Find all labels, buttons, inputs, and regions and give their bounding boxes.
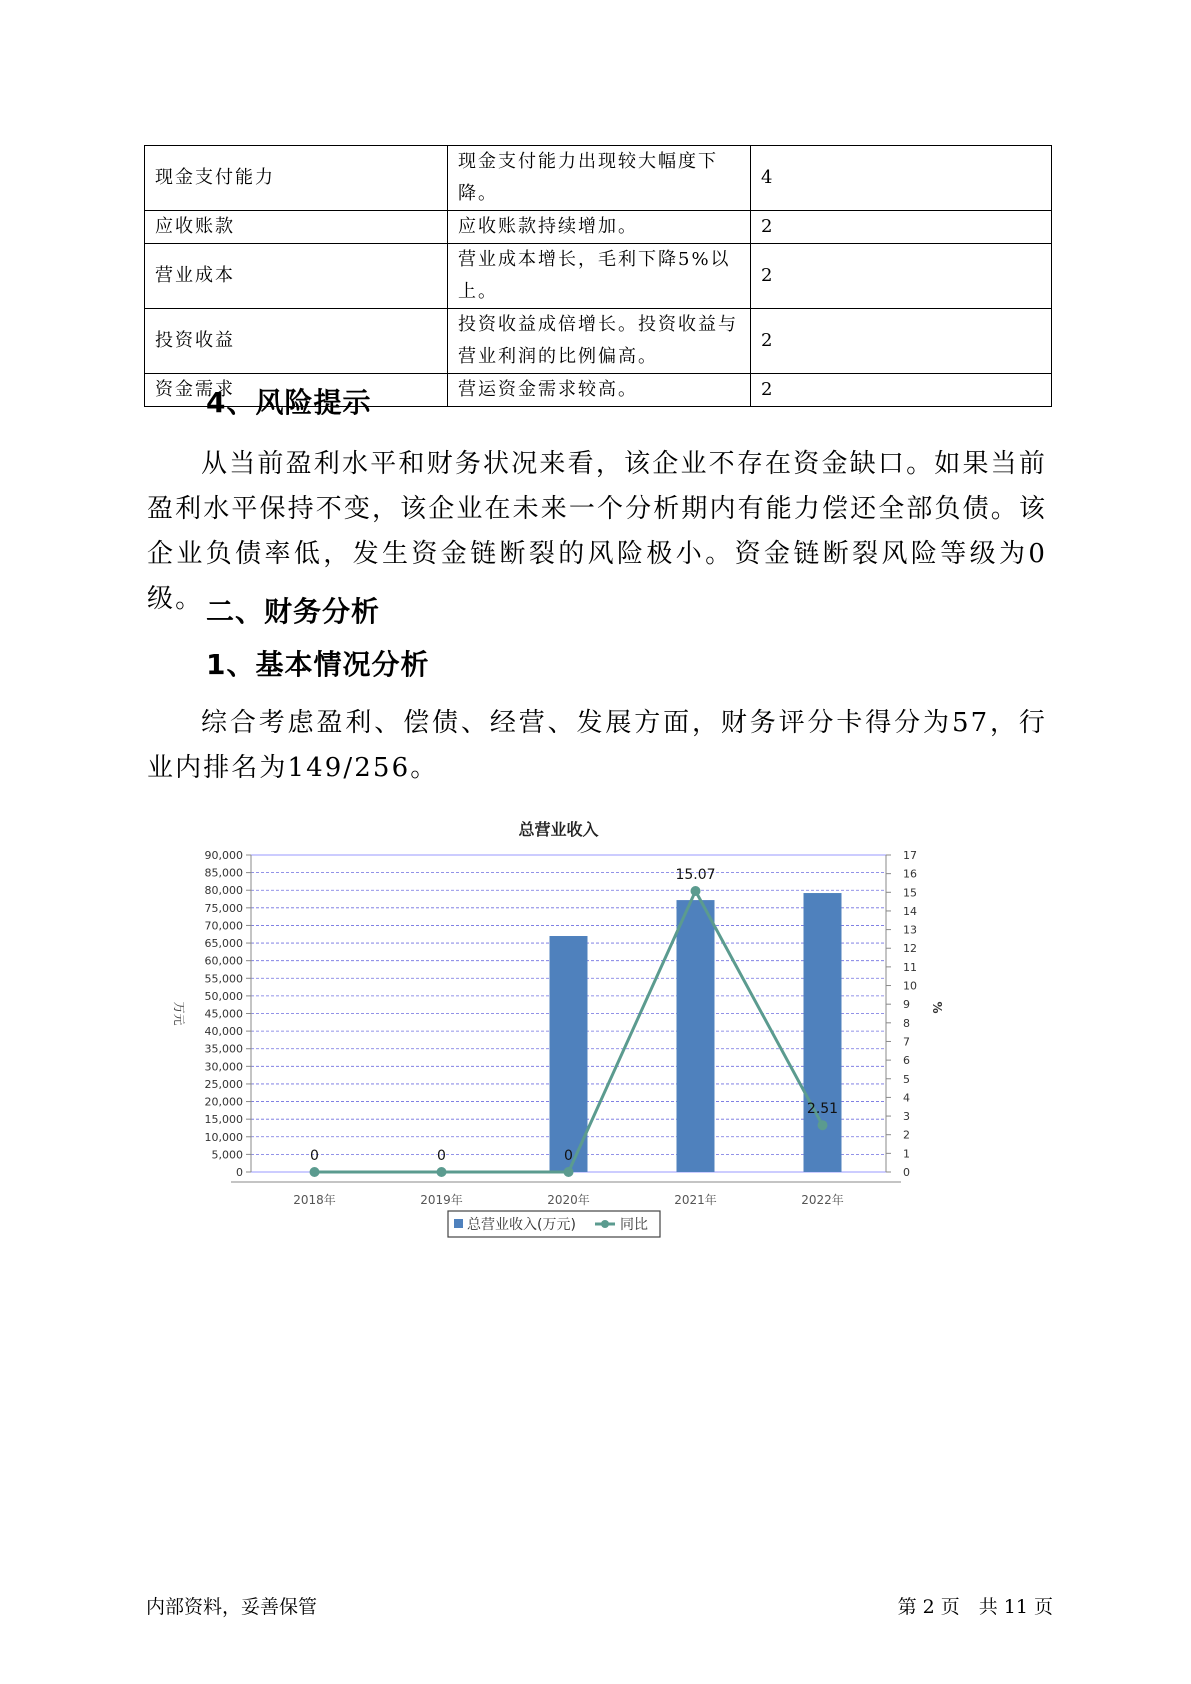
- data-label: 2.51: [806, 1101, 839, 1118]
- table-cell-score: 2: [751, 374, 1052, 407]
- yoy-point: [691, 886, 701, 896]
- table-cell-desc: 投资收益成倍增长。投资收益与营业利润的比例偏高。: [448, 309, 751, 374]
- y-tick-label: 80,000: [204, 884, 243, 898]
- y2-tick-label: 1: [903, 1147, 910, 1161]
- y2-tick-label: 16: [903, 867, 917, 881]
- y-tick-label: 5,000: [211, 1148, 243, 1162]
- y-tick-label: 15,000: [204, 1113, 243, 1127]
- table-row: [145, 211, 1052, 244]
- table-cell-item: 营业成本: [145, 244, 448, 309]
- y-tick-label: 65,000: [204, 937, 243, 951]
- y2-tick-label: 9: [903, 998, 910, 1012]
- footer-confidential: 内部资料，妥善保管: [146, 1596, 318, 1618]
- yoy-point: [310, 1167, 320, 1177]
- table-cell-item: 应收账款: [145, 211, 448, 244]
- table-cell-desc: 营业成本增长，毛利下降5%以上。: [448, 244, 751, 309]
- y-tick-label: 35,000: [204, 1042, 243, 1056]
- x-tick-label: 2018年: [293, 1193, 336, 1207]
- y-tick-label: 10,000: [204, 1130, 243, 1144]
- table-cell-score: 2: [751, 309, 1052, 374]
- y2-tick-label: 15: [903, 886, 917, 900]
- x-tick-label: 2019年: [420, 1193, 463, 1207]
- table-row: [145, 244, 1052, 309]
- risk-table: [144, 145, 1052, 407]
- table-row: [145, 146, 1052, 211]
- y-tick-label: 45,000: [204, 1007, 243, 1021]
- y-axis-label: 万元: [172, 1001, 186, 1026]
- data-label: 0: [310, 1148, 319, 1164]
- data-label: 0: [437, 1148, 446, 1164]
- legend-label-yoy: 同比: [620, 1217, 648, 1233]
- y-tick-label: 30,000: [204, 1060, 243, 1074]
- y-tick-label: 85,000: [204, 866, 243, 880]
- y2-tick-label: 0: [903, 1166, 910, 1179]
- table-cell-score: 4: [751, 146, 1052, 211]
- bar: [550, 936, 588, 1172]
- table-cell-score: 2: [751, 244, 1052, 309]
- x-tick-label: 2021年: [674, 1193, 717, 1207]
- risk-heading: 4、风险提示: [206, 386, 372, 419]
- revenue-chart: [150, 815, 1030, 1275]
- table-cell-item: 资金需求: [145, 374, 448, 407]
- y-tick-label: 0: [236, 1166, 243, 1179]
- yoy-point: [437, 1167, 447, 1177]
- y2-tick-label: 12: [903, 942, 917, 956]
- y-tick-label: 60,000: [204, 954, 243, 968]
- x-tick-label: 2022年: [801, 1193, 844, 1207]
- legend-bar-swatch: [454, 1219, 463, 1228]
- table-cell-desc: 应收账款持续增加。: [448, 211, 751, 244]
- y2-tick-label: 6: [903, 1054, 910, 1068]
- table-cell-desc: 营运资金需求较高。: [448, 374, 751, 407]
- data-label: 0: [564, 1148, 573, 1164]
- y-tick-label: 40,000: [204, 1025, 243, 1039]
- legend-line-marker: [601, 1220, 609, 1228]
- y2-tick-label: 8: [903, 1016, 910, 1030]
- basic-analysis-paragraph: 综合考虑盈利、偿债、经营、发展方面，财务评分卡得分为57，行业内排名为149/256。: [147, 708, 1047, 783]
- y2-axis-label: %: [930, 1001, 944, 1014]
- y-tick-label: 50,000: [204, 989, 243, 1003]
- y-tick-label: 20,000: [204, 1095, 243, 1109]
- y2-tick-label: 13: [903, 923, 917, 937]
- data-label: 15.07: [675, 866, 716, 883]
- y2-tick-label: 3: [903, 1110, 910, 1124]
- x-tick-label: 2020年: [547, 1193, 590, 1207]
- y-tick-label: 55,000: [204, 972, 243, 986]
- table-row: [145, 309, 1052, 374]
- table-cell-score: 2: [751, 211, 1052, 244]
- yoy-point: [564, 1167, 574, 1177]
- table-cell-item: 现金支付能力: [145, 146, 448, 211]
- y2-tick-label: 17: [903, 849, 917, 862]
- y2-tick-label: 5: [903, 1072, 910, 1086]
- chart-svg: [150, 815, 1030, 1275]
- table-cell-item: 投资收益: [145, 309, 448, 374]
- chart-title: 总营业收入: [518, 820, 599, 839]
- table-cell-desc: 现金支付能力出现较大幅度下降。: [448, 146, 751, 211]
- yoy-point: [818, 1120, 828, 1130]
- y-tick-label: 90,000: [204, 849, 243, 862]
- y-tick-label: 70,000: [204, 919, 243, 933]
- y2-tick-label: 11: [903, 960, 917, 974]
- bar: [677, 900, 715, 1172]
- y2-tick-label: 10: [903, 979, 917, 993]
- y2-tick-label: 2: [903, 1128, 910, 1142]
- basic-analysis-heading: 1、基本情况分析: [206, 648, 430, 681]
- footer-page-number: 第 2 页 共 11 页: [897, 1596, 1053, 1618]
- finance-heading: 二、财务分析: [206, 595, 381, 628]
- legend-label-revenue: 总营业收入(万元): [467, 1217, 576, 1233]
- y2-tick-label: 14: [903, 904, 917, 918]
- y2-tick-label: 7: [903, 1035, 910, 1049]
- y-tick-label: 25,000: [204, 1077, 243, 1091]
- y-tick-label: 75,000: [204, 901, 243, 915]
- y2-tick-label: 4: [903, 1091, 910, 1105]
- risk-paragraph: 从当前盈利水平和财务状况来看，该企业不存在资金缺口。如果当前盈利水平保持不变，该企业在未来一个分析期内有能力偿还全部负债。该企业负债率低，发生资金链断裂的风险极小。资金链断裂风险等级为0级。: [147, 449, 1047, 614]
